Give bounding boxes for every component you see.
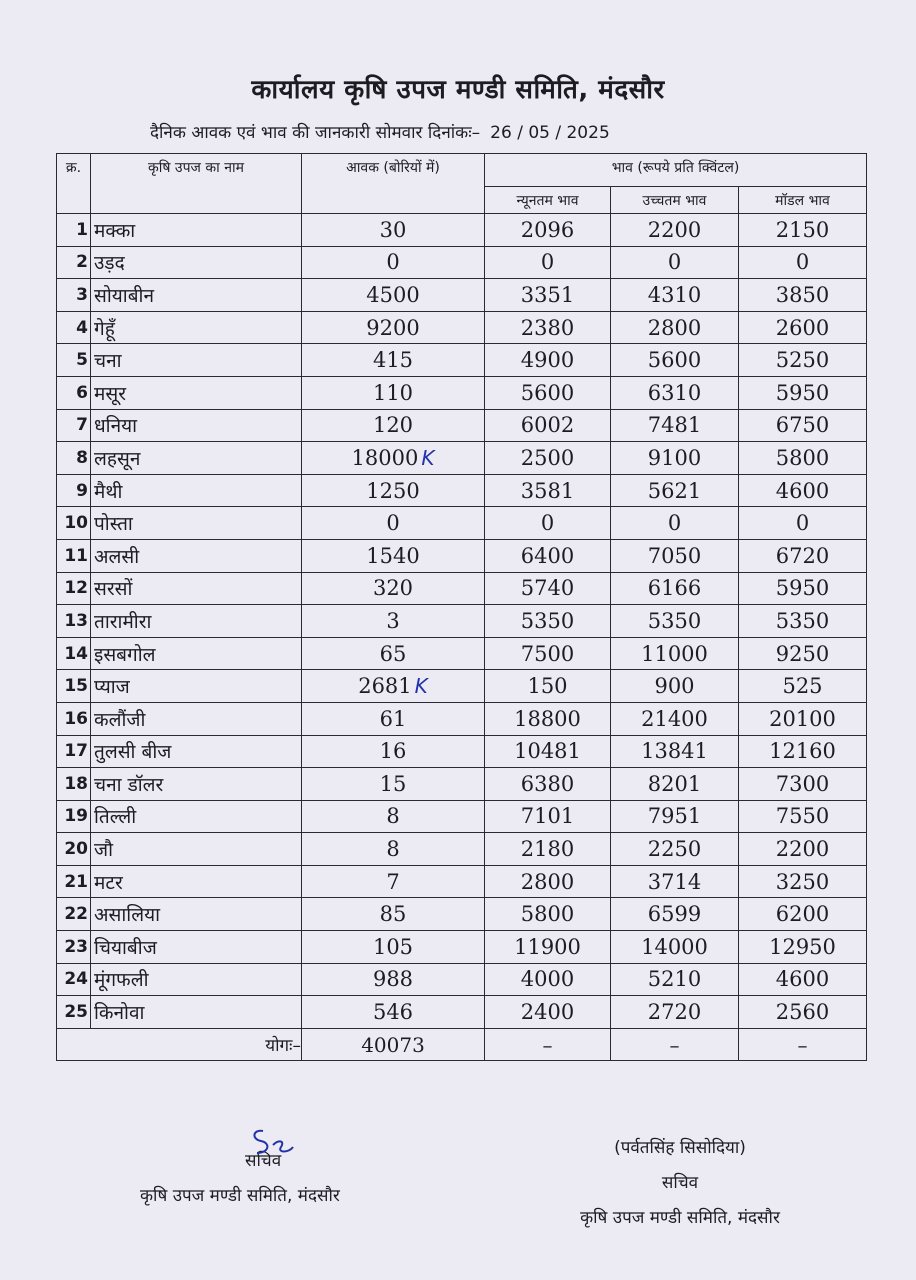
row-min-price: 5740 xyxy=(485,572,611,605)
row-crop-name: असालिया xyxy=(91,898,302,931)
row-sno: 4 xyxy=(57,311,91,344)
row-sno: 22 xyxy=(57,898,91,931)
table-row xyxy=(57,637,867,670)
report-subtitle xyxy=(150,120,610,143)
row-max-price: 5210 xyxy=(611,963,739,996)
row-sno: 16 xyxy=(57,702,91,735)
row-min-price: 7101 xyxy=(485,800,611,833)
row-crop-name: उड़द xyxy=(91,246,302,279)
row-arrival-value: 30 xyxy=(379,217,407,242)
row-arrival-value: 9200 xyxy=(366,315,420,340)
row-crop-name: गेहूँ xyxy=(91,311,302,344)
row-arrival-value: 415 xyxy=(372,348,414,373)
row-min-price: 7500 xyxy=(485,637,611,670)
row-arrival xyxy=(302,311,485,344)
row-crop-name: अलसी xyxy=(91,539,302,572)
row-min-price: 4900 xyxy=(485,344,611,377)
row-min-price: 0 xyxy=(485,507,611,540)
row-max-price: 8201 xyxy=(611,768,739,801)
row-min-price: 6380 xyxy=(485,768,611,801)
row-min-price: 11900 xyxy=(485,931,611,964)
row-arrival xyxy=(302,833,485,866)
row-sno: 14 xyxy=(57,637,91,670)
table-row xyxy=(57,572,867,605)
row-sno: 3 xyxy=(57,279,91,312)
row-arrival xyxy=(302,279,485,312)
row-arrival-value: 1250 xyxy=(366,478,420,503)
row-crop-name: तारामीरा xyxy=(91,605,302,638)
row-max-price: 21400 xyxy=(611,702,739,735)
report-date: 26 / 05 / 2025 xyxy=(490,123,610,143)
row-max-price: 7481 xyxy=(611,409,739,442)
office-title: कार्यालय कृषि उपज मण्डी समिति, मंदसौर xyxy=(251,75,665,105)
table-row xyxy=(57,376,867,409)
row-modal-price: 0 xyxy=(739,246,867,279)
header-crop-name: कृषि उपज का नाम xyxy=(91,154,302,214)
row-arrival xyxy=(302,768,485,801)
row-crop-name: प्याज xyxy=(91,670,302,703)
row-min-price: 5350 xyxy=(485,605,611,638)
row-max-price: 5621 xyxy=(611,474,739,507)
row-min-price: 6400 xyxy=(485,539,611,572)
row-arrival-value: 15 xyxy=(379,771,407,796)
signature-scribble xyxy=(245,1123,305,1163)
row-crop-name: मूंगफली xyxy=(91,963,302,996)
row-min-price: 10481 xyxy=(485,735,611,768)
row-modal-price: 525 xyxy=(739,670,867,703)
subtitle-text: दैनिक आवक एवं भाव की जानकारी सोमवार दिनांकः– xyxy=(150,123,481,143)
right-secretary-name: (पर्वतसिंह सिसोदिया) xyxy=(614,1138,746,1158)
row-min-price: 0 xyxy=(485,246,611,279)
row-modal-price: 0 xyxy=(739,507,867,540)
right-secretary-title: सचिव xyxy=(661,1173,699,1193)
row-crop-name: सरसों xyxy=(91,572,302,605)
row-crop-name: चना xyxy=(91,344,302,377)
row-arrival-value: 4500 xyxy=(366,282,420,307)
row-crop-name: मसूर xyxy=(91,376,302,409)
row-min-price: 3351 xyxy=(485,279,611,312)
row-arrival xyxy=(302,670,485,703)
total-max: – xyxy=(611,1028,739,1061)
row-arrival xyxy=(302,735,485,768)
row-arrival xyxy=(302,572,485,605)
total-arrival: 40073 xyxy=(302,1028,485,1061)
row-modal-price: 6750 xyxy=(739,409,867,442)
row-modal-price: 2600 xyxy=(739,311,867,344)
row-min-price: 150 xyxy=(485,670,611,703)
total-min: – xyxy=(485,1028,611,1061)
table-row xyxy=(57,670,867,703)
total-row xyxy=(57,1028,867,1061)
table-row xyxy=(57,898,867,931)
row-min-price: 4000 xyxy=(485,963,611,996)
table-row xyxy=(57,344,867,377)
row-min-price: 2380 xyxy=(485,311,611,344)
row-arrival-value: 546 xyxy=(372,1000,414,1025)
row-arrival-value: 110 xyxy=(372,380,414,405)
row-arrival-value: 320 xyxy=(372,576,414,601)
row-sno: 12 xyxy=(57,572,91,605)
row-arrival xyxy=(302,800,485,833)
row-modal-price: 2560 xyxy=(739,996,867,1029)
row-sno: 9 xyxy=(57,474,91,507)
table-row xyxy=(57,539,867,572)
row-arrival-value: 65 xyxy=(379,641,407,666)
header-arrival: आवक (बोरियों में) xyxy=(302,154,485,214)
row-sno: 7 xyxy=(57,409,91,442)
header-max-price: उच्चतम भाव xyxy=(611,187,739,214)
header-modal-price: मॉडल भाव xyxy=(739,187,867,214)
row-arrival xyxy=(302,539,485,572)
row-crop-name: धनिया xyxy=(91,409,302,442)
table-row xyxy=(57,507,867,540)
row-min-price: 6002 xyxy=(485,409,611,442)
row-crop-name: मैथी xyxy=(91,474,302,507)
row-min-price: 2180 xyxy=(485,833,611,866)
row-arrival-value: 7 xyxy=(386,869,400,894)
row-sno: 21 xyxy=(57,865,91,898)
row-sno: 1 xyxy=(57,214,91,247)
row-sno: 19 xyxy=(57,800,91,833)
row-sno: 2 xyxy=(57,246,91,279)
row-modal-price: 12160 xyxy=(739,735,867,768)
row-min-price: 2400 xyxy=(485,996,611,1029)
table-row xyxy=(57,702,867,735)
row-arrival xyxy=(302,702,485,735)
row-modal-price: 7550 xyxy=(739,800,867,833)
row-max-price: 2800 xyxy=(611,311,739,344)
row-max-price: 2250 xyxy=(611,833,739,866)
table-row xyxy=(57,442,867,475)
table-row xyxy=(57,735,867,768)
row-arrival xyxy=(302,474,485,507)
row-sno: 24 xyxy=(57,963,91,996)
row-crop-name: मक्का xyxy=(91,214,302,247)
row-max-price: 0 xyxy=(611,246,739,279)
row-arrival-value: 8 xyxy=(386,804,400,829)
row-max-price: 6599 xyxy=(611,898,739,931)
table-row xyxy=(57,931,867,964)
row-sno: 17 xyxy=(57,735,91,768)
row-max-price: 11000 xyxy=(611,637,739,670)
left-secretary-org: कृषि उपज मण्डी समिति, मंदसौर xyxy=(140,1186,340,1206)
total-label: योगः– xyxy=(57,1028,302,1061)
row-crop-name: इसबगोल xyxy=(91,637,302,670)
row-max-price: 0 xyxy=(611,507,739,540)
row-sno: 8 xyxy=(57,442,91,475)
row-arrival xyxy=(302,214,485,247)
row-sno: 13 xyxy=(57,605,91,638)
header-price-group: भाव (रूपये प्रति क्विंटल) xyxy=(485,154,867,187)
row-max-price: 3714 xyxy=(611,865,739,898)
table-row xyxy=(57,996,867,1029)
total-modal: – xyxy=(739,1028,867,1061)
row-modal-price: 4600 xyxy=(739,474,867,507)
row-arrival xyxy=(302,898,485,931)
row-arrival xyxy=(302,637,485,670)
row-modal-price: 6720 xyxy=(739,539,867,572)
row-crop-name: तुलसी बीज xyxy=(91,735,302,768)
row-min-price: 5800 xyxy=(485,898,611,931)
row-max-price: 7050 xyxy=(611,539,739,572)
row-modal-price: 3850 xyxy=(739,279,867,312)
right-secretary-org: कृषि उपज मण्डी समिति, मंदसौर xyxy=(580,1208,780,1228)
row-modal-price: 12950 xyxy=(739,931,867,964)
row-crop-name: कलौंजी xyxy=(91,702,302,735)
row-arrival-value: 85 xyxy=(379,902,407,927)
row-modal-price: 2200 xyxy=(739,833,867,866)
row-max-price: 5350 xyxy=(611,605,739,638)
table-row xyxy=(57,279,867,312)
table-row xyxy=(57,963,867,996)
row-crop-name: लहसून xyxy=(91,442,302,475)
row-modal-price: 20100 xyxy=(739,702,867,735)
row-modal-price: 9250 xyxy=(739,637,867,670)
row-arrival xyxy=(302,344,485,377)
row-arrival xyxy=(302,996,485,1029)
row-sno: 10 xyxy=(57,507,91,540)
row-arrival-value: 120 xyxy=(372,413,414,438)
row-min-price: 2800 xyxy=(485,865,611,898)
row-max-price: 900 xyxy=(611,670,739,703)
row-max-price: 5600 xyxy=(611,344,739,377)
row-max-price: 4310 xyxy=(611,279,739,312)
row-arrival-value: 16 xyxy=(379,739,407,764)
row-modal-price: 4600 xyxy=(739,963,867,996)
row-crop-name: किनोवा xyxy=(91,996,302,1029)
row-arrival xyxy=(302,409,485,442)
arrival-price-table xyxy=(56,153,867,1061)
row-min-price: 2500 xyxy=(485,442,611,475)
row-crop-name: जौ xyxy=(91,833,302,866)
row-modal-price: 5350 xyxy=(739,605,867,638)
table-row xyxy=(57,833,867,866)
row-max-price: 6310 xyxy=(611,376,739,409)
row-min-price: 2096 xyxy=(485,214,611,247)
row-sno: 15 xyxy=(57,670,91,703)
row-crop-name: पोस्ता xyxy=(91,507,302,540)
row-modal-price: 7300 xyxy=(739,768,867,801)
row-sno: 5 xyxy=(57,344,91,377)
left-secretary-title: सचिव xyxy=(245,1151,282,1171)
row-modal-price: 2150 xyxy=(739,214,867,247)
row-crop-name: चना डॉलर xyxy=(91,768,302,801)
table-row xyxy=(57,800,867,833)
row-modal-price: 5950 xyxy=(739,376,867,409)
row-max-price: 6166 xyxy=(611,572,739,605)
row-max-price: 7951 xyxy=(611,800,739,833)
handwritten-mark: K xyxy=(421,445,435,470)
row-min-price: 18800 xyxy=(485,702,611,735)
header-min-price: न्यूनतम भाव xyxy=(485,187,611,214)
row-sno: 23 xyxy=(57,931,91,964)
row-arrival-value: 61 xyxy=(379,706,407,731)
row-max-price: 2200 xyxy=(611,214,739,247)
table-row xyxy=(57,409,867,442)
row-arrival-value: 988 xyxy=(372,967,414,992)
row-sno: 11 xyxy=(57,539,91,572)
table-row xyxy=(57,474,867,507)
row-arrival-value: 0 xyxy=(386,250,400,275)
row-modal-price: 6200 xyxy=(739,898,867,931)
row-crop-name: सोयाबीन xyxy=(91,279,302,312)
table-row xyxy=(57,768,867,801)
row-arrival-value: 105 xyxy=(372,934,414,959)
table-row xyxy=(57,246,867,279)
header-sno: क्र. xyxy=(57,154,91,214)
row-arrival-value: 2681 xyxy=(358,674,412,699)
row-arrival-value: 3 xyxy=(386,608,400,633)
row-max-price: 2720 xyxy=(611,996,739,1029)
row-arrival xyxy=(302,507,485,540)
secretary-signature-right xyxy=(530,1135,830,1240)
row-max-price: 9100 xyxy=(611,442,739,475)
row-modal-price: 5250 xyxy=(739,344,867,377)
row-min-price: 3581 xyxy=(485,474,611,507)
row-modal-price: 5800 xyxy=(739,442,867,475)
row-min-price: 5600 xyxy=(485,376,611,409)
row-crop-name: तिल्ली xyxy=(91,800,302,833)
row-arrival xyxy=(302,605,485,638)
row-arrival xyxy=(302,376,485,409)
row-sno: 18 xyxy=(57,768,91,801)
row-arrival xyxy=(302,442,485,475)
row-modal-price: 3250 xyxy=(739,865,867,898)
row-arrival-value: 1540 xyxy=(366,543,420,568)
table-row xyxy=(57,214,867,247)
row-crop-name: चियाबीज xyxy=(91,931,302,964)
row-arrival xyxy=(302,963,485,996)
row-sno: 6 xyxy=(57,376,91,409)
row-sno: 25 xyxy=(57,996,91,1029)
row-modal-price: 5950 xyxy=(739,572,867,605)
row-max-price: 14000 xyxy=(611,931,739,964)
table-row xyxy=(57,865,867,898)
row-arrival-value: 18000 xyxy=(351,445,419,470)
row-arrival xyxy=(302,931,485,964)
handwritten-mark: K xyxy=(414,674,428,699)
row-arrival-value: 0 xyxy=(386,511,400,536)
row-crop-name: मटर xyxy=(91,865,302,898)
row-arrival xyxy=(302,246,485,279)
table-row xyxy=(57,311,867,344)
secretary-signature-left xyxy=(140,1128,440,1206)
row-max-price: 13841 xyxy=(611,735,739,768)
table-row xyxy=(57,605,867,638)
row-arrival xyxy=(302,865,485,898)
row-sno: 20 xyxy=(57,833,91,866)
row-arrival-value: 8 xyxy=(386,837,400,862)
